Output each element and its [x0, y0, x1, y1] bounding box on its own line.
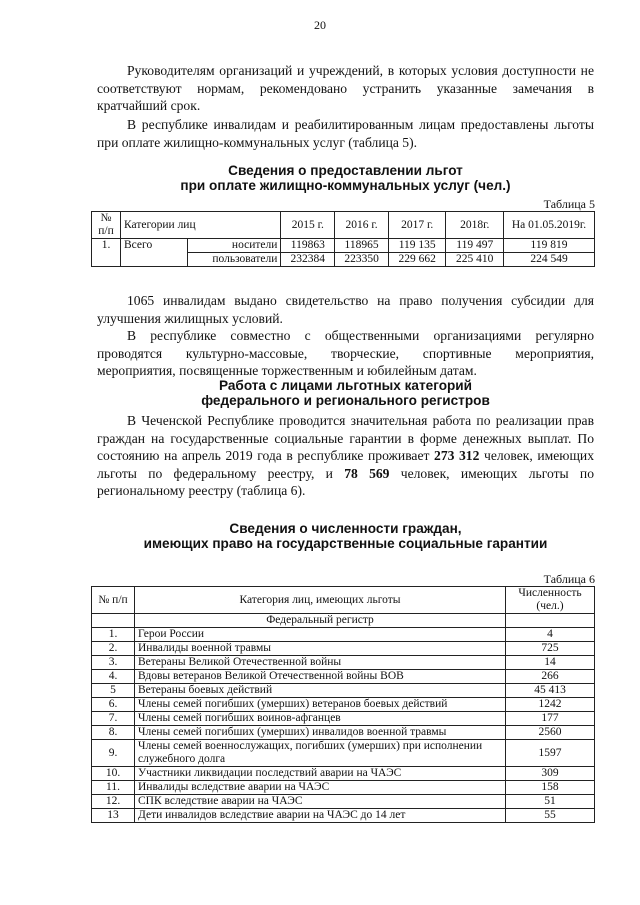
table6-cell-count: 4	[506, 628, 595, 642]
table6-cell-no: 8.	[92, 726, 135, 740]
table-row	[92, 740, 595, 767]
table6-cell-no: 10.	[92, 767, 135, 781]
table6-cell-category: СПК вследствие аварии на ЧАЭС	[135, 795, 506, 809]
table5-cell: 119 819	[504, 239, 595, 253]
page-number: 20	[314, 18, 326, 32]
table5-cell: 119863	[281, 239, 335, 253]
table5-title-line2: при оплате жилищно-коммунальных услуг (чел.)	[180, 178, 511, 193]
table6-cell-category: Инвалиды вследствие аварии на ЧАЭС	[135, 781, 506, 795]
table6-cell-count: 177	[506, 712, 595, 726]
table-row	[92, 670, 595, 684]
table6-cell-category: Вдовы ветеранов Великой Отечественной войны ВОВ	[135, 670, 506, 684]
table5-sub-carriers: носители	[188, 239, 281, 253]
table6-caption: Таблица 6	[543, 572, 595, 586]
paragraph-2	[97, 116, 594, 151]
paragraph-5-text-a: В Чеченской Республике проводится значительная работа по реализации прав граждан на государственные социальные гарантии в форме денежных выплат. По состоянию на апрель 2019 года в республике проживает	[97, 413, 594, 463]
table6-cell-count: 55	[506, 809, 595, 823]
table6-cell-category: Члены семей погибших (умерших) ветеранов боевых действий	[135, 698, 506, 712]
table-row	[92, 656, 595, 670]
table6-cell-no: 9.	[92, 740, 135, 767]
table6-section-label: Федеральный регистр	[135, 614, 506, 628]
table5-cell: 119 135	[388, 239, 446, 253]
table6-header-count: Численность (чел.)	[506, 587, 595, 614]
table6-cell-count: 51	[506, 795, 595, 809]
paragraph-1	[97, 62, 594, 115]
paragraph-1-text: Руководителям организаций и учреждений, в которых условия доступности не соответствуют нормам, рекомендовано устранить указанные замечания в кратчайший срок.	[97, 63, 594, 113]
paragraph-5-federal-count: 273 312	[434, 448, 480, 463]
table6-cell-count: 2560	[506, 726, 595, 740]
table5-cell: 232384	[281, 253, 335, 267]
table6-cell-category: Ветераны Великой Отечественной войны	[135, 656, 506, 670]
table6-section-row	[92, 614, 595, 628]
table6-cell-count: 14	[506, 656, 595, 670]
table6-cell-category: Инвалиды военной травмы	[135, 642, 506, 656]
table5-cell: 118965	[335, 239, 389, 253]
table5-cell: 229 662	[388, 253, 446, 267]
table5-header-no: № п/п	[92, 212, 121, 239]
table-row	[92, 726, 595, 740]
paragraph-5	[97, 412, 594, 500]
table6-header-no: № п/п	[92, 587, 135, 614]
table5-title-line1: Сведения о предоставлении льгот	[228, 163, 463, 178]
table5-row-category: Всего	[121, 239, 188, 267]
table6-title	[97, 521, 594, 551]
table6-cell-category: Ветераны боевых действий	[135, 684, 506, 698]
table6-cell-no: 13	[92, 809, 135, 823]
table-row	[92, 684, 595, 698]
paragraph-5-text-b: человек, имеющих льготы по федеральному реестру, и	[97, 448, 594, 481]
section-title-line1: Работа с лицами льготных категорий	[218, 378, 473, 393]
table6-cell-no: 1.	[92, 628, 135, 642]
table5-header-2019: На 01.05.2019г.	[504, 212, 595, 239]
paragraph-3	[97, 292, 594, 327]
table6-cell-no: 5	[92, 684, 135, 698]
table6	[91, 586, 595, 823]
table6-title-line2: имеющих право на государственные социальные гарантии	[143, 536, 548, 551]
table5-header-2017: 2017 г.	[388, 212, 446, 239]
table6-cell-no: 3.	[92, 656, 135, 670]
table6-cell-no: 6.	[92, 698, 135, 712]
table-row	[92, 628, 595, 642]
paragraph-4	[97, 327, 594, 380]
table-row	[92, 809, 595, 823]
table-row	[92, 698, 595, 712]
table6-cell-category: Члены семей военнослужащих, погибших (умерших) при исполнении служебного долга	[135, 740, 506, 767]
paragraph-5-regional-count: 78 569	[344, 465, 390, 481]
table6-cell-count: 1597	[506, 740, 595, 767]
table6-cell-no: 7.	[92, 712, 135, 726]
table5-header-2018: 2018г.	[446, 212, 504, 239]
table5-header-category: Категории лиц	[121, 212, 281, 239]
table5-header-row	[92, 212, 595, 239]
table5-header-2016: 2016 г.	[335, 212, 389, 239]
table6-cell-count: 725	[506, 642, 595, 656]
table6-cell-category: Участники ликвидации последствий аварии на ЧАЭС	[135, 767, 506, 781]
table5-header-2015: 2015 г.	[281, 212, 335, 239]
table6-header-category: Категория лиц, имеющих льготы	[135, 587, 506, 614]
table-row	[92, 781, 595, 795]
paragraph-4-text: В республике совместно с общественными организациями регулярно проводятся культурно-массовые, творческие, спортивные мероприятия, мероприятия, посвященные торжественным и юбилейным датам.	[97, 328, 594, 378]
table6-header-row	[92, 587, 595, 614]
table6-cell-count: 266	[506, 670, 595, 684]
section-title	[97, 378, 594, 408]
table5-cell: 224 549	[504, 253, 595, 267]
table6-cell-count: 45 413	[506, 684, 595, 698]
table-row	[92, 712, 595, 726]
table5	[91, 211, 595, 267]
table6-cell-category: Члены семей погибших воинов-афганцев	[135, 712, 506, 726]
table6-cell-category: Члены семей погибших (умерших) инвалидов военной травмы	[135, 726, 506, 740]
table-row	[92, 795, 595, 809]
table6-title-line1: Сведения о численности граждан,	[229, 521, 462, 536]
table5-caption: Таблица 5	[543, 197, 595, 211]
table6-section-empty	[506, 614, 595, 628]
table6-cell-category: Дети инвалидов вследствие аварии на ЧАЭС до 14 лет	[135, 809, 506, 823]
table-row	[92, 767, 595, 781]
table6-cell-count: 158	[506, 781, 595, 795]
paragraph-2-text: В республике инвалидам и реабилитированным лицам предоставлены льготы при оплате жилищно-коммунальных услуг (таблица 5).	[97, 117, 594, 150]
paragraph-3-text: 1065 инвалидам выдано свидетельство на право получения субсидии для улучшения жилищных условий.	[97, 293, 594, 326]
table6-cell-no: 11.	[92, 781, 135, 795]
table5-title	[97, 163, 594, 193]
table5-cell: 119 497	[446, 239, 504, 253]
table5-sub-users: пользователи	[188, 253, 281, 267]
table5-row-no: 1.	[92, 239, 121, 267]
paragraph-5-text-c: человек, имеющих льготы по региональному реестру (таблица 6).	[97, 465, 594, 498]
table-row	[92, 642, 595, 656]
table6-cell-no: 4.	[92, 670, 135, 684]
table6-section-empty	[92, 614, 135, 628]
table6-cell-count: 1242	[506, 698, 595, 712]
table6-cell-no: 2.	[92, 642, 135, 656]
table5-cell: 223350	[335, 253, 389, 267]
table6-cell-count: 309	[506, 767, 595, 781]
table5-cell: 225 410	[446, 253, 504, 267]
table6-cell-category: Герои России	[135, 628, 506, 642]
section-title-line2: федерального и регионального регистров	[201, 393, 490, 408]
table6-cell-no: 12.	[92, 795, 135, 809]
table-row	[92, 239, 595, 253]
